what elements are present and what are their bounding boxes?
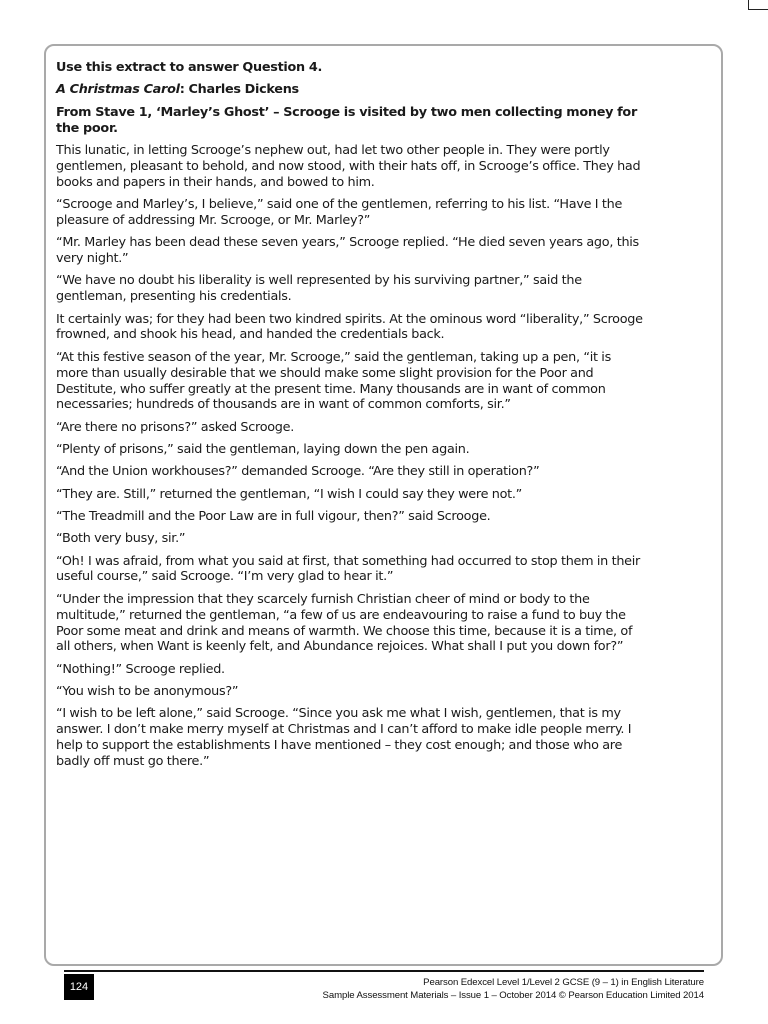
extract-paragraph: “Scrooge and Marley’s, I believe,” said one of the gentlemen, referring to his list. “Have I the pleasure of addressing Mr. Scrooge, or Mr. Marley?” — [56, 196, 623, 228]
extract-paragraph: “The Treadmill and the Poor Law are in full vigour, then?” said Scrooge. — [56, 508, 491, 524]
extract-paragraph: This lunatic, in letting Scrooge’s nephew out, had let two other people in. They were portly gentlemen, pleasant to behold, and now stood, with their hats off, in Scrooge’s office. They had books and papers in their hands, and bowed to him. — [56, 142, 641, 190]
extract-paragraph: “They are. Still,” returned the gentleman, “I wish I could say they were not.” — [56, 486, 523, 502]
extract-paragraph: “At this festive season of the year, Mr. Scrooge,” said the gentleman, taking up a pen, “it is more than usually desirable that we should make some slight provision for the Poor and Destitute, who suffer greatly at the present time. Many thousands are in want of common necessaries; hundreds of thousands are in want of common comforts, sir.” — [56, 349, 611, 413]
extract-paragraph: “Nothing!” Scrooge replied. — [56, 661, 225, 677]
extract-content — [56, 60, 646, 776]
extract-paragraph: “Oh! I was afraid, from what you said at first, that something had occurred to stop them in their useful course,” said Scrooge. “I’m very glad to hear it.” — [56, 553, 641, 585]
extract-paragraph: It certainly was; for they had been two kindred spirits. At the ominous word “liberality,” Scrooge frowned, and shook his head, and handed the credentials back. — [56, 311, 643, 343]
extract-box — [44, 44, 723, 966]
extract-paragraph: “Are there no prisons?” asked Scrooge. — [56, 419, 295, 435]
extract-paragraph: “Plenty of prisons,” said the gentleman, laying down the pen again. — [56, 442, 470, 458]
footer-line-qualification: Pearson Edexcel Level 1/Level 2 GCSE (9 – 1) in English Literature — [423, 977, 704, 988]
crop-mark — [748, 0, 768, 10]
extract-paragraph: “Mr. Marley has been dead these seven years,” Scrooge replied. “He died seven years ago, this very night.” — [56, 235, 639, 267]
extract-subheading: From Stave 1, ‘Marley’s Ghost’ – Scrooge is visited by two men collecting money for the poor. — [56, 104, 637, 136]
extract-paragraph: “Under the impression that they scarcely furnish Christian cheer of mind or body to the multitude,” returned the gentleman, “a few of us are endeavouring to raise a fund to buy the Poor some meat and drink and means of warmth. We choose this time, because it is a time, of all others, when Want is keenly felt, and Abundance rejoices. What shall I put you down for?” — [56, 591, 633, 655]
page-number: 124 — [64, 974, 94, 1000]
extract-instruction: Use this extract to answer Question 4. — [56, 60, 323, 75]
footer-text — [323, 976, 704, 1002]
extract-title — [56, 82, 646, 98]
extract-paragraph: “I wish to be left alone,” said Scrooge. “Since you ask me what I wish, gentlemen, that is my answer. I don’t make merry myself at Christmas and I can’t afford to make idle people merry. I help to support the establishments I have mentioned – they cost enough; and those who are badly off must go there.” — [56, 706, 632, 770]
footer-line-copyright: Sample Assessment Materials – Issue 1 – October 2014 © Pearson Education Limited 2014 — [322, 990, 704, 1001]
extract-paragraph: “You wish to be anonymous?” — [56, 684, 239, 700]
extract-paragraph: “We have no doubt his liberality is well represented by his surviving partner,” said the gentleman, presenting his credentials. — [56, 273, 582, 305]
footer-rule — [64, 970, 704, 972]
extract-paragraph: “Both very busy, sir.” — [56, 531, 186, 547]
extract-paragraph: “And the Union workhouses?” demanded Scrooge. “Are they still in operation?” — [56, 464, 540, 480]
book-title: A Christmas Carol — [56, 82, 180, 98]
book-author: : Charles Dickens — [179, 82, 299, 98]
